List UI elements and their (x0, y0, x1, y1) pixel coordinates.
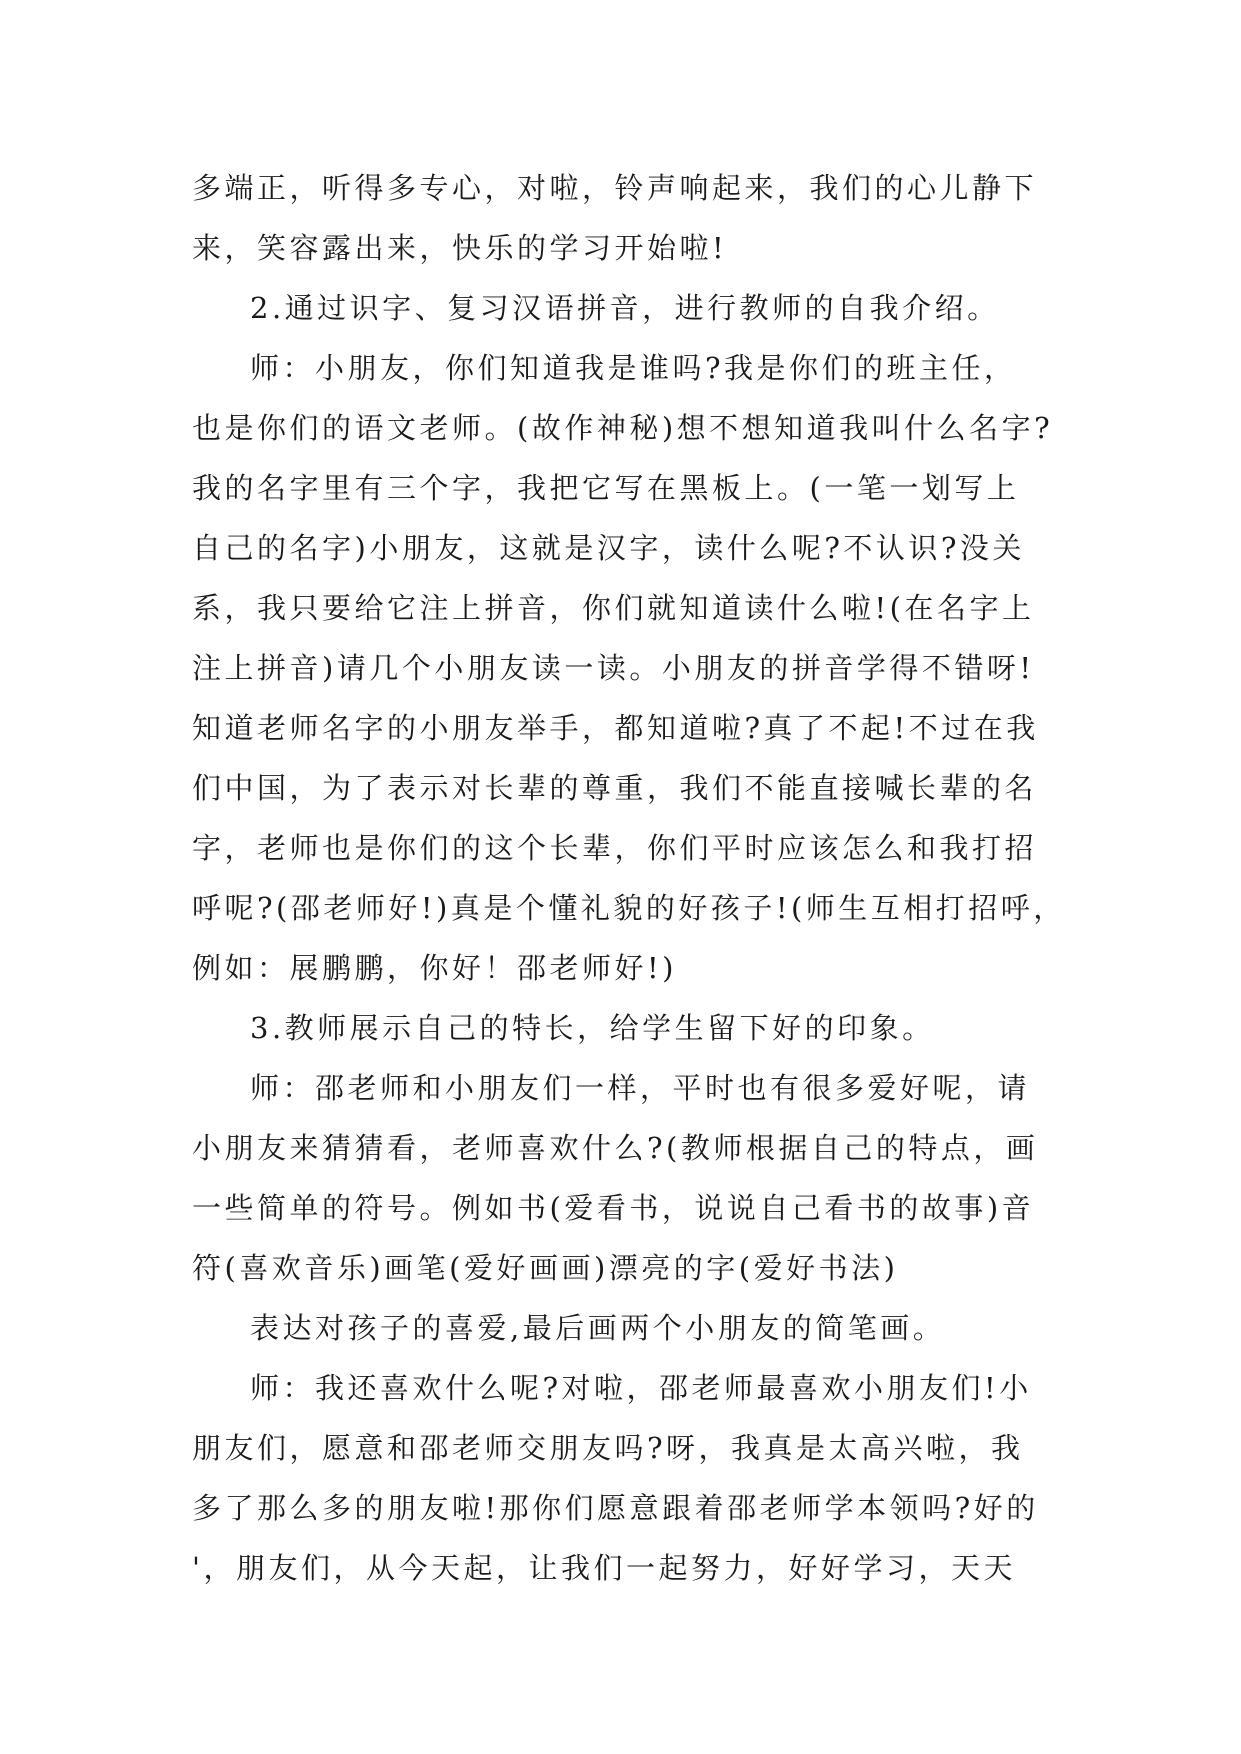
text-line: 符(喜欢音乐)画笔(爱好画画)漂亮的字(爱好书法) (192, 1251, 899, 1285)
text-line: 字，老师也是你们的这个长辈，你们平时应该怎么和我打招 (192, 831, 1038, 865)
text-line: 呼呢?(邵老师好!)真是个懂礼貌的好孩子!(师生互相打招呼， (192, 891, 1066, 925)
text-line: '，朋友们，从今天起，让我们一起努力，好好学习，天天 (192, 1551, 1016, 1585)
text-line: 表达对孩子的喜爱,最后画两个小朋友的简笔画。 (250, 1311, 946, 1345)
document-body (192, 158, 1070, 1598)
text-line: 多了那么多的朋友啦!那你们愿意跟着邵老师学本领吗?好的 (192, 1491, 1039, 1525)
text-line: 我的名字里有三个字，我把它写在黑板上。(一笔一划写上 (192, 471, 1020, 505)
text-line: 师：小朋友，你们知道我是谁吗?我是你们的班主任， (250, 351, 1017, 385)
text-line: 小朋友来猜猜看，老师喜欢什么?(教师根据自己的特点，画 (192, 1131, 1039, 1165)
text-line: 知道老师名字的小朋友举手，都知道啦?真了不起!不过在我 (192, 711, 1039, 745)
section-heading: 3.教师展示自己的特长，给学生留下好的印象。 (250, 1011, 935, 1045)
text-line: 师：邵老师和小朋友们一样，平时也有很多爱好呢，请 (250, 1071, 1031, 1105)
text-line: 系，我只要给它注上拼音，你们就知道读什么啦!(在名字上 (192, 591, 1035, 625)
text-line: 一些简单的符号。例如书(爱看书，说说自己看书的故事)音 (192, 1191, 1035, 1225)
text-line: 自己的名字)小朋友，这就是汉字，读什么呢?不认识?没关 (192, 531, 1025, 565)
text-line: 也是你们的语文老师。(故作神秘)想不想知道我叫什么名字? (192, 411, 1054, 445)
text-line: 师：我还喜欢什么呢?对啦，邵老师最喜欢小朋友们!小 (250, 1371, 1032, 1405)
text-line: 来，笑容露出来，快乐的学习开始啦! (192, 231, 728, 265)
text-line: 们中国，为了表示对长辈的尊重，我们不能直接喊长辈的名 (192, 771, 1038, 805)
text-line: 例如：展鹏鹏，你好！邵老师好!) (192, 951, 677, 985)
text-line: 朋友们，愿意和邵老师交朋友吗?呀，我真是太高兴啦，我 (192, 1431, 1024, 1465)
text-line: 多端正，听得多专心，对啦，铃声响起来，我们的心儿静下 (192, 171, 1038, 205)
section-heading: 2.通过识字、复习汉语拼音，进行教师的自我介绍。 (250, 291, 1000, 325)
text-line: 注上拼音)请几个小朋友读一读。小朋友的拼音学得不错呀! (192, 651, 1035, 685)
